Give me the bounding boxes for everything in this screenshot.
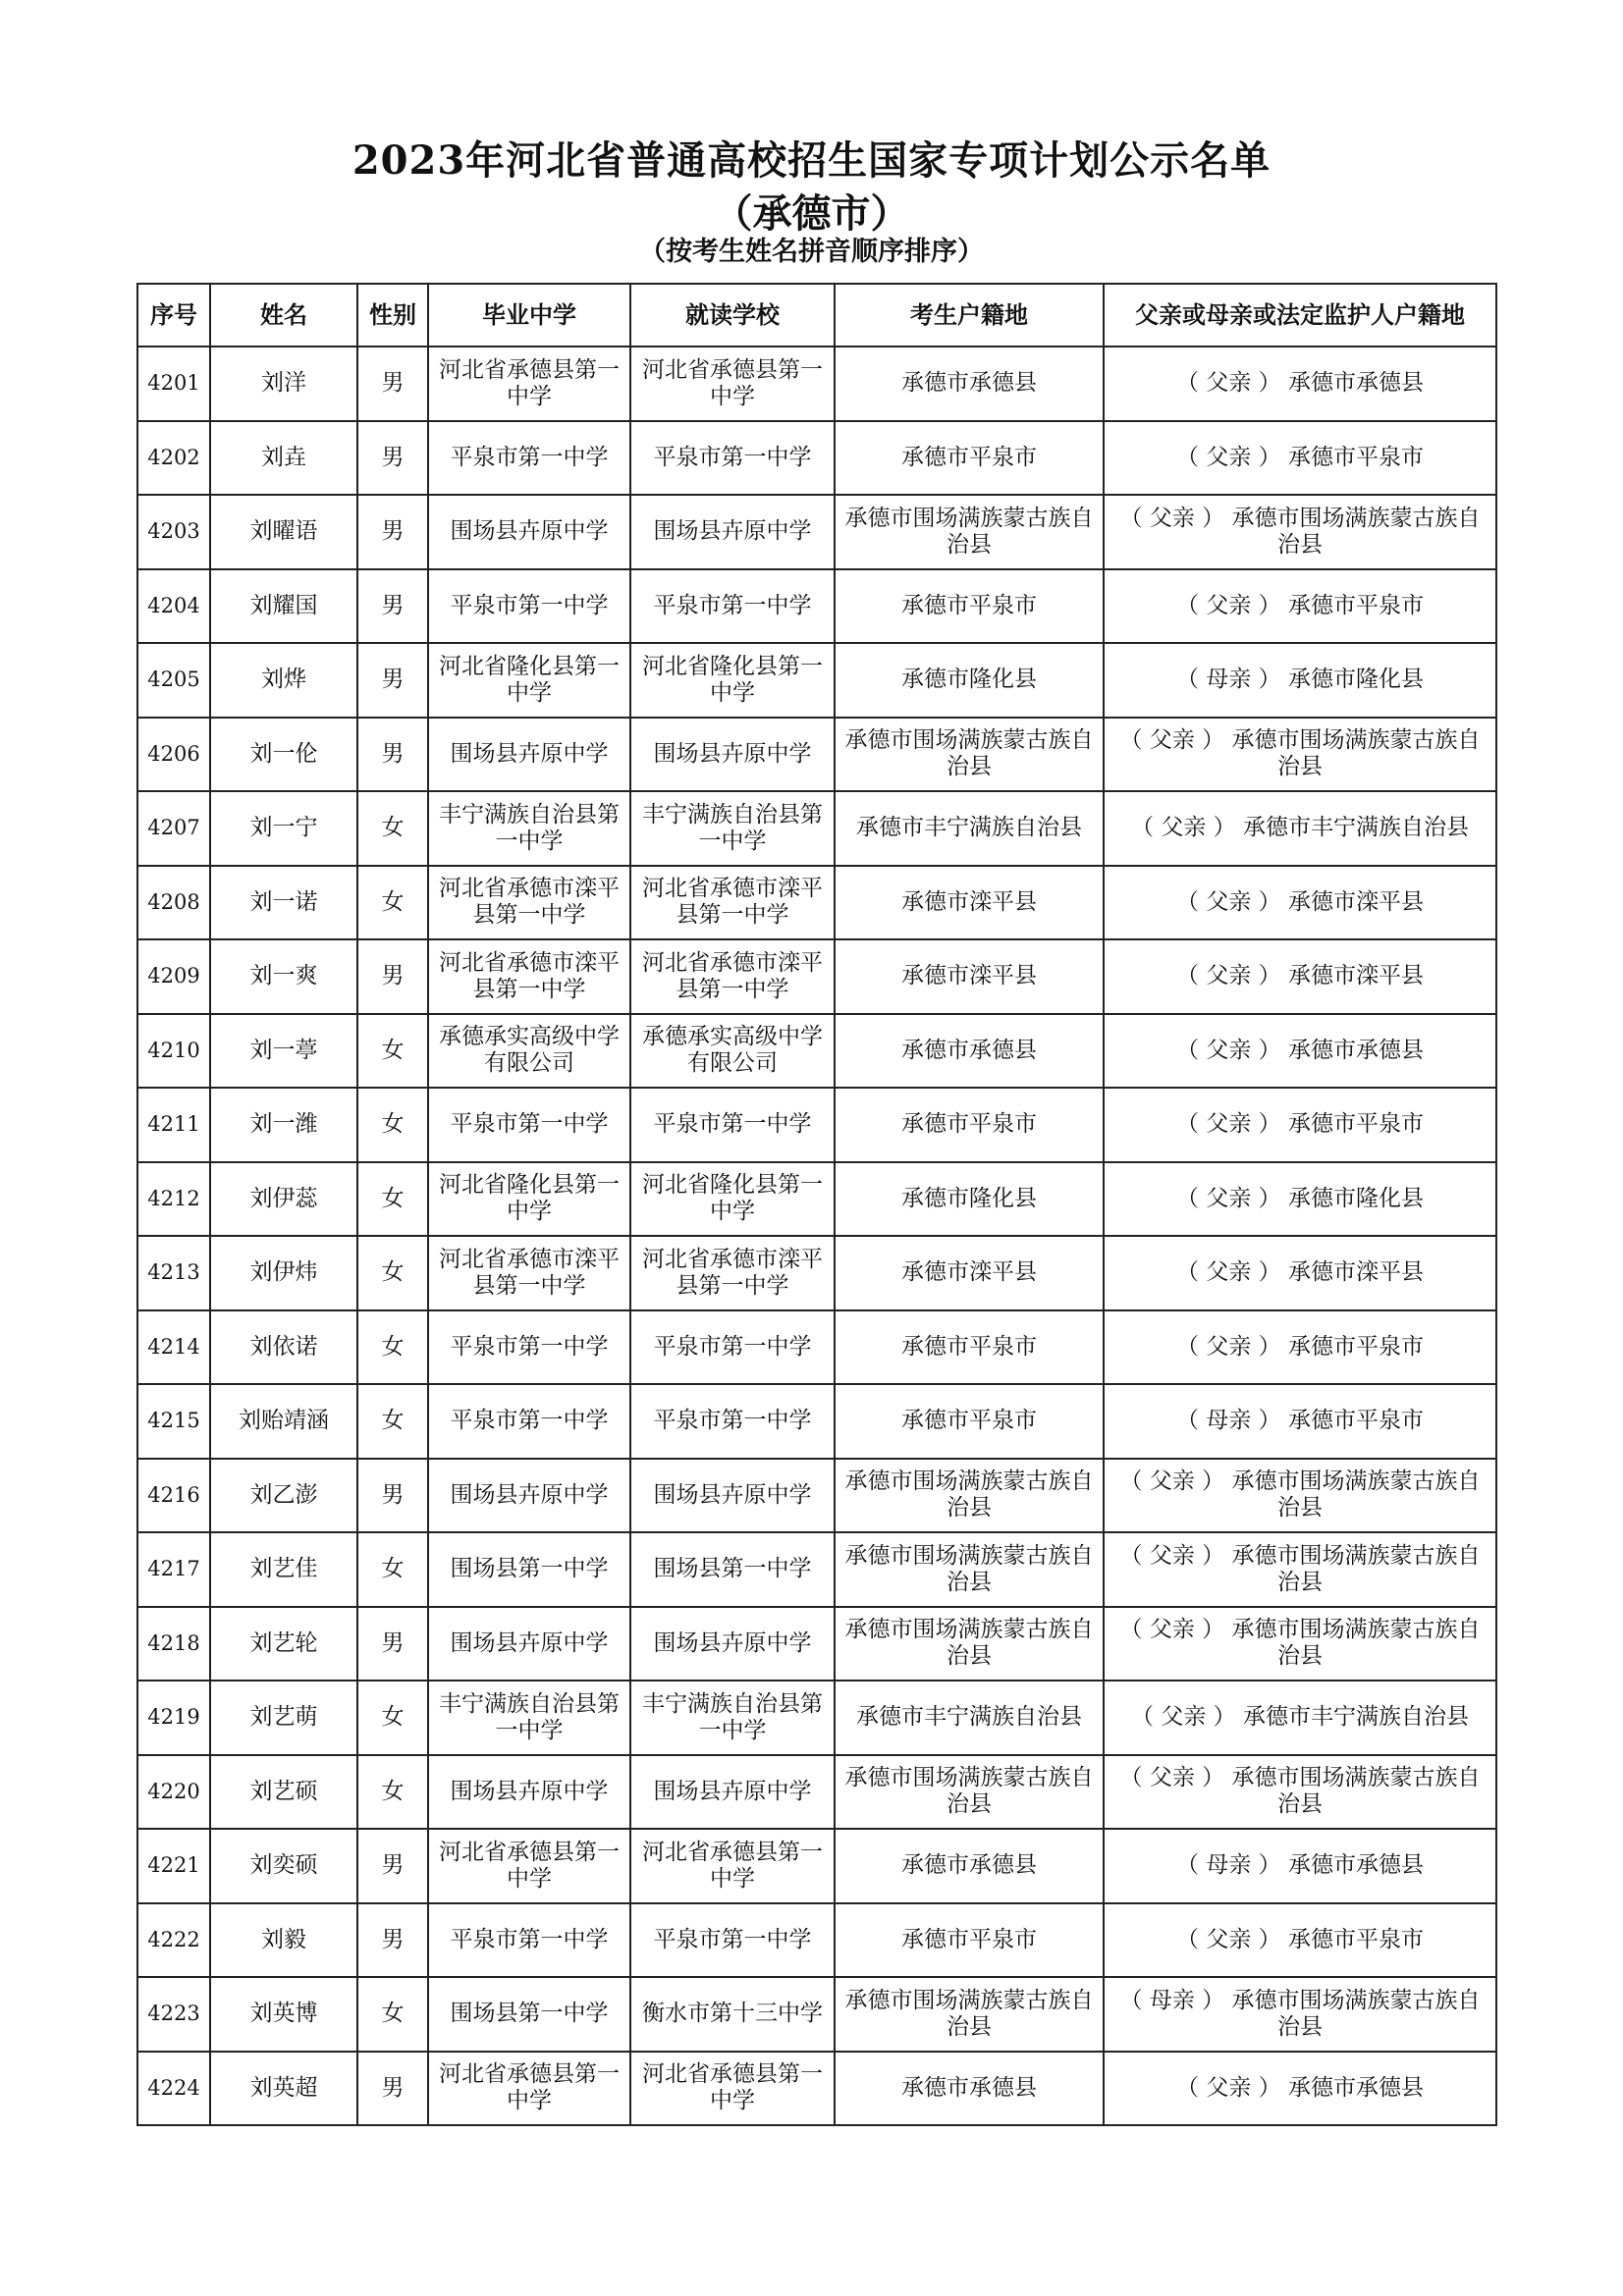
cell-hukou: 承德市围场满族蒙古族自治县 [835,1532,1104,1607]
col-header-parent-hukou: 父亲或母亲或法定监护人户籍地 [1104,284,1496,347]
cell-gender: 女 [357,1532,428,1607]
cell-no: 4204 [137,569,210,644]
cell-name: 刘艺硕 [210,1755,357,1830]
cell-grad-school: 丰宁满族自治县第一中学 [428,1681,630,1755]
cell-gender: 女 [357,1014,428,1089]
col-header-current-school: 就读学校 [630,284,835,347]
cell-gender: 女 [357,1088,428,1162]
cell-gender: 女 [357,1681,428,1755]
cell-gender: 女 [357,1236,428,1310]
cell-gender: 女 [357,1162,428,1237]
cell-parent-hukou: （ 父亲 ） 承德市滦平县 [1104,866,1496,940]
cell-no: 4219 [137,1681,210,1755]
cell-no: 4214 [137,1310,210,1385]
cell-name: 刘一伦 [210,718,357,792]
cell-name: 刘洋 [210,347,357,421]
cell-gender: 男 [357,939,428,1014]
cell-name: 刘一宁 [210,791,357,866]
cell-name: 刘依诺 [210,1310,357,1385]
cell-grad-school: 承德承实高级中学有限公司 [428,1014,630,1089]
cell-hukou: 承德市平泉市 [835,421,1104,496]
cell-current-school: 围场县卉原中学 [630,1459,835,1533]
table-row [137,718,1496,792]
cell-gender: 女 [357,866,428,940]
cell-parent-hukou: （ 父亲 ） 承德市围场满族蒙古族自治县 [1104,1532,1496,1607]
cell-no: 4211 [137,1088,210,1162]
cell-current-school: 河北省承德市滦平县第一中学 [630,939,835,1014]
cell-parent-hukou: （ 母亲 ） 承德市平泉市 [1104,1384,1496,1459]
cell-hukou: 承德市平泉市 [835,1088,1104,1162]
cell-no: 4224 [137,2052,210,2126]
cell-grad-school: 河北省承德市滦平县第一中学 [428,939,630,1014]
cell-parent-hukou: （ 父亲 ） 承德市滦平县 [1104,939,1496,1014]
cell-no: 4209 [137,939,210,1014]
cell-no: 4216 [137,1459,210,1533]
table-row [137,1829,1496,1903]
cell-name: 刘贻靖涵 [210,1384,357,1459]
cell-name: 刘一爽 [210,939,357,1014]
cell-name: 刘奕硕 [210,1829,357,1903]
table-row [137,1384,1496,1459]
cell-parent-hukou: （ 父亲 ） 承德市平泉市 [1104,1310,1496,1385]
cell-hukou: 承德市丰宁满族自治县 [835,791,1104,866]
sort-note: （按考生姓名拼音顺序排序） [639,237,984,267]
cell-parent-hukou: （ 父亲 ） 承德市围场满族蒙古族自治县 [1104,495,1496,569]
cell-no: 4203 [137,495,210,569]
cell-current-school: 河北省隆化县第一中学 [630,1162,835,1237]
table-row [137,1532,1496,1607]
table-row [137,1162,1496,1237]
cell-no: 4223 [137,1977,210,2052]
cell-name: 刘艺轮 [210,1607,357,1682]
cell-parent-hukou: （ 父亲 ） 承德市丰宁满族自治县 [1104,791,1496,866]
roster-table [136,283,1497,2126]
cell-name: 刘英博 [210,1977,357,2052]
cell-current-school: 平泉市第一中学 [630,1088,835,1162]
cell-gender: 男 [357,1459,428,1533]
cell-current-school: 河北省承德市滦平县第一中学 [630,866,835,940]
cell-no: 4207 [137,791,210,866]
cell-current-school: 丰宁满族自治县第一中学 [630,1681,835,1755]
cell-current-school: 平泉市第一中学 [630,1384,835,1459]
cell-current-school: 围场县卉原中学 [630,495,835,569]
cell-no: 4215 [137,1384,210,1459]
cell-grad-school: 平泉市第一中学 [428,1310,630,1385]
cell-gender: 女 [357,791,428,866]
cell-current-school: 承德承实高级中学有限公司 [630,1014,835,1089]
cell-grad-school: 围场县第一中学 [428,1977,630,2052]
col-header-gender: 性别 [357,284,428,347]
cell-hukou: 承德市承德县 [835,2052,1104,2126]
table-row [137,1459,1496,1533]
table-row [137,866,1496,940]
cell-name: 刘艺萌 [210,1681,357,1755]
table-row [137,1977,1496,2052]
cell-hukou: 承德市承德县 [835,1014,1104,1089]
cell-hukou: 承德市围场满族蒙古族自治县 [835,718,1104,792]
cell-no: 4202 [137,421,210,496]
col-header-hukou: 考生户籍地 [835,284,1104,347]
cell-grad-school: 围场县卉原中学 [428,718,630,792]
table-row [137,569,1496,644]
cell-no: 4213 [137,1236,210,1310]
cell-grad-school: 围场县卉原中学 [428,1607,630,1682]
cell-parent-hukou: （ 母亲 ） 承德市围场满族蒙古族自治县 [1104,1977,1496,2052]
cell-grad-school: 平泉市第一中学 [428,1088,630,1162]
cell-gender: 男 [357,1903,428,1978]
table-row [137,1903,1496,1978]
cell-parent-hukou: （ 父亲 ） 承德市滦平县 [1104,1236,1496,1310]
cell-name: 刘毅 [210,1903,357,1978]
table-row [137,791,1496,866]
cell-hukou: 承德市滦平县 [835,866,1104,940]
cell-hukou: 承德市围场满族蒙古族自治县 [835,495,1104,569]
cell-current-school: 围场县卉原中学 [630,1607,835,1682]
table-row [137,1755,1496,1830]
table-row [137,495,1496,569]
cell-parent-hukou: （ 父亲 ） 承德市承德县 [1104,347,1496,421]
cell-grad-school: 围场县第一中学 [428,1532,630,1607]
table-row [137,1607,1496,1682]
cell-parent-hukou: （ 父亲 ） 承德市围场满族蒙古族自治县 [1104,1607,1496,1682]
cell-gender: 男 [357,2052,428,2126]
cell-grad-school: 丰宁满族自治县第一中学 [428,791,630,866]
cell-current-school: 丰宁满族自治县第一中学 [630,791,835,866]
page-subtitle: （承德市） [713,190,910,237]
cell-parent-hukou: （ 父亲 ） 承德市承德县 [1104,1014,1496,1089]
cell-hukou: 承德市平泉市 [835,569,1104,644]
table-row [137,643,1496,718]
cell-grad-school: 河北省隆化县第一中学 [428,643,630,718]
cell-gender: 女 [357,1310,428,1385]
cell-grad-school: 平泉市第一中学 [428,1384,630,1459]
cell-name: 刘垚 [210,421,357,496]
cell-hukou: 承德市围场满族蒙古族自治县 [835,1607,1104,1682]
cell-no: 4201 [137,347,210,421]
table-row [137,1014,1496,1089]
cell-gender: 女 [357,1977,428,2052]
cell-hukou: 承德市承德县 [835,347,1104,421]
cell-current-school: 河北省承德县第一中学 [630,2052,835,2126]
cell-grad-school: 围场县卉原中学 [428,1755,630,1830]
cell-parent-hukou: （ 父亲 ） 承德市平泉市 [1104,421,1496,496]
cell-grad-school: 河北省隆化县第一中学 [428,1162,630,1237]
cell-hukou: 承德市滦平县 [835,939,1104,1014]
cell-grad-school: 平泉市第一中学 [428,421,630,496]
cell-no: 4206 [137,718,210,792]
cell-parent-hukou: （ 父亲 ） 承德市承德县 [1104,2052,1496,2126]
cell-grad-school: 河北省承德县第一中学 [428,1829,630,1903]
cell-hukou: 承德市丰宁满族自治县 [835,1681,1104,1755]
cell-grad-school: 围场县卉原中学 [428,495,630,569]
cell-name: 刘烨 [210,643,357,718]
cell-hukou: 承德市隆化县 [835,643,1104,718]
cell-current-school: 河北省承德县第一中学 [630,1829,835,1903]
cell-current-school: 平泉市第一中学 [630,1310,835,1385]
cell-no: 4218 [137,1607,210,1682]
cell-parent-hukou: （ 父亲 ） 承德市丰宁满族自治县 [1104,1681,1496,1755]
cell-gender: 男 [357,421,428,496]
table-row [137,421,1496,496]
cell-name: 刘一诺 [210,866,357,940]
cell-hukou: 承德市平泉市 [835,1384,1104,1459]
cell-current-school: 平泉市第一中学 [630,1903,835,1978]
cell-no: 4212 [137,1162,210,1237]
page-title: 2023年河北省普通高校招生国家专项计划公示名单 [352,137,1271,184]
cell-grad-school: 河北省承德市滦平县第一中学 [428,866,630,940]
cell-grad-school: 河北省承德县第一中学 [428,2052,630,2126]
table-row [137,1310,1496,1385]
cell-gender: 女 [357,1755,428,1830]
table-row [137,347,1496,421]
table-row [137,1236,1496,1310]
cell-current-school: 平泉市第一中学 [630,421,835,496]
cell-name: 刘艺佳 [210,1532,357,1607]
col-header-no: 序号 [137,284,210,347]
table-row [137,1088,1496,1162]
cell-parent-hukou: （ 父亲 ） 承德市平泉市 [1104,1088,1496,1162]
cell-current-school: 河北省承德市滦平县第一中学 [630,1236,835,1310]
cell-current-school: 围场县卉原中学 [630,1755,835,1830]
cell-grad-school: 平泉市第一中学 [428,569,630,644]
cell-hukou: 承德市围场满族蒙古族自治县 [835,1459,1104,1533]
cell-hukou: 承德市围场满族蒙古族自治县 [835,1755,1104,1830]
col-header-grad-school: 毕业中学 [428,284,630,347]
cell-name: 刘耀国 [210,569,357,644]
cell-no: 4217 [137,1532,210,1607]
cell-current-school: 衡水市第十三中学 [630,1977,835,2052]
cell-parent-hukou: （ 父亲 ） 承德市隆化县 [1104,1162,1496,1237]
cell-no: 4205 [137,643,210,718]
col-header-name: 姓名 [210,284,357,347]
table-row [137,2052,1496,2126]
cell-grad-school: 河北省承德市滦平县第一中学 [428,1236,630,1310]
cell-name: 刘一潍 [210,1088,357,1162]
cell-no: 4222 [137,1903,210,1978]
cell-grad-school: 河北省承德县第一中学 [428,347,630,421]
cell-gender: 男 [357,495,428,569]
cell-current-school: 河北省隆化县第一中学 [630,643,835,718]
cell-hukou: 承德市承德县 [835,1829,1104,1903]
cell-parent-hukou: （ 父亲 ） 承德市围场满族蒙古族自治县 [1104,1459,1496,1533]
cell-gender: 男 [357,347,428,421]
cell-current-school: 平泉市第一中学 [630,569,835,644]
cell-parent-hukou: （ 父亲 ） 承德市平泉市 [1104,569,1496,644]
cell-hukou: 承德市滦平县 [835,1236,1104,1310]
cell-gender: 男 [357,569,428,644]
cell-no: 4210 [137,1014,210,1089]
cell-gender: 男 [357,643,428,718]
cell-grad-school: 平泉市第一中学 [428,1903,630,1978]
table-header-row [137,284,1496,347]
cell-name: 刘英超 [210,2052,357,2126]
cell-current-school: 围场县第一中学 [630,1532,835,1607]
table-row [137,1681,1496,1755]
cell-hukou: 承德市隆化县 [835,1162,1104,1237]
cell-gender: 男 [357,1607,428,1682]
cell-name: 刘伊蕊 [210,1162,357,1237]
cell-no: 4221 [137,1829,210,1903]
cell-current-school: 河北省承德县第一中学 [630,347,835,421]
cell-parent-hukou: （ 母亲 ） 承德市承德县 [1104,1829,1496,1903]
cell-gender: 男 [357,1829,428,1903]
cell-parent-hukou: （ 父亲 ） 承德市围场满族蒙古族自治县 [1104,718,1496,792]
cell-hukou: 承德市平泉市 [835,1310,1104,1385]
cell-name: 刘伊炜 [210,1236,357,1310]
cell-gender: 女 [357,1384,428,1459]
cell-grad-school: 围场县卉原中学 [428,1459,630,1533]
cell-no: 4208 [137,866,210,940]
cell-gender: 男 [357,718,428,792]
cell-name: 刘乙澎 [210,1459,357,1533]
cell-name: 刘一葶 [210,1014,357,1089]
cell-name: 刘曜语 [210,495,357,569]
cell-no: 4220 [137,1755,210,1830]
cell-hukou: 承德市平泉市 [835,1903,1104,1978]
cell-parent-hukou: （ 母亲 ） 承德市隆化县 [1104,643,1496,718]
cell-hukou: 承德市围场满族蒙古族自治县 [835,1977,1104,2052]
cell-parent-hukou: （ 父亲 ） 承德市围场满族蒙古族自治县 [1104,1755,1496,1830]
cell-current-school: 围场县卉原中学 [630,718,835,792]
cell-parent-hukou: （ 父亲 ） 承德市平泉市 [1104,1903,1496,1978]
table-row [137,939,1496,1014]
